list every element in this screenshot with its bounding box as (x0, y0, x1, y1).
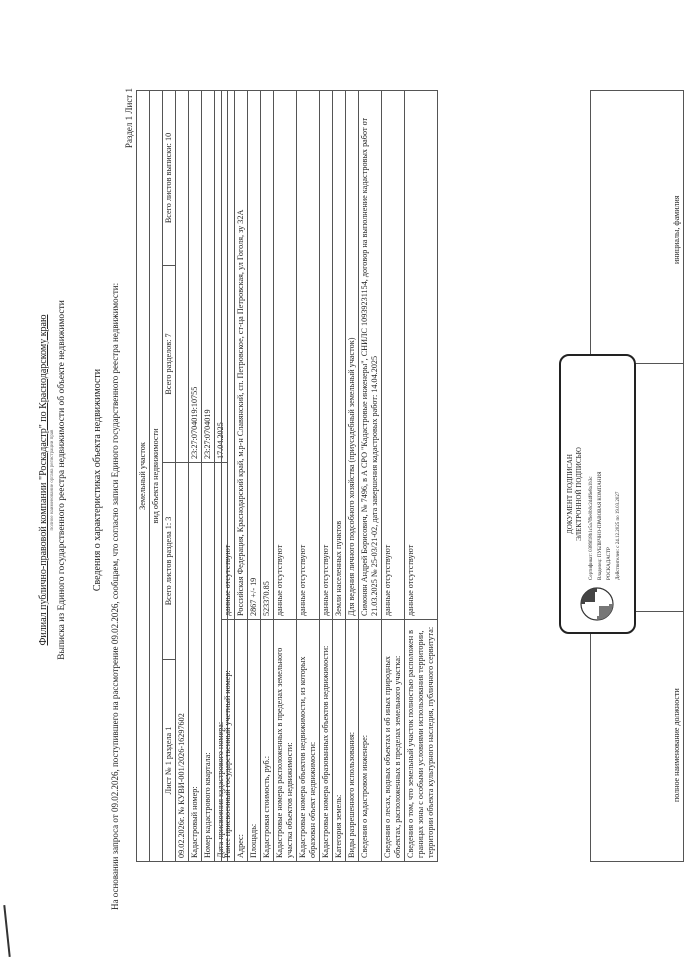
row-label: Сведения о лесах, водных объектах и об иных природных объектах, расположенных в пределах земельного участка: (382, 620, 405, 862)
object-type: Земельный участок (138, 442, 147, 510)
stamp-validity: Действителен: с 24.12.2025 по 19.03.2027 (616, 491, 621, 580)
row-label: Сведения о кадастровом инженере: (359, 620, 382, 862)
section-label: Раздел 1 Лист 1 (124, 88, 134, 149)
cad-number-label: Кадастровый номер: (189, 463, 202, 862)
document-subtitle: Сведения о характеристиках объекта недвижимости (92, 368, 103, 592)
row-value: данные отсутствуют (405, 91, 438, 620)
cad-number-value: 23:27:0704019:10755 (189, 91, 202, 463)
stamp-line-1: ДОКУМЕНТ ПОДПИСАН (566, 454, 574, 534)
organization-title: Филиал публично-правовой компании "Роскадастр" по Краснодарскому краю (38, 314, 49, 646)
table-row (405, 91, 438, 862)
table-row (346, 91, 359, 862)
table-row (222, 91, 235, 862)
table-row (359, 91, 382, 862)
row-value: данные отсутствуют (320, 91, 333, 620)
row-value: 523370.85 (261, 91, 274, 620)
row-value: данные отсутствуют (297, 91, 320, 620)
sheets-total: Всего листов выписки: 10 (163, 91, 176, 266)
characteristics-table (221, 90, 438, 862)
row-label: Виды разрешенного использования: (346, 620, 359, 862)
stamp-owner-2: РОСКАДАСТР (607, 547, 612, 580)
row-value: данные отсутствуют (274, 91, 297, 620)
row-label: Адрес: (235, 620, 248, 862)
table-row (320, 91, 333, 862)
stamp-owner: Владелец: ПУБЛИЧНО-ПРАВОВАЯ КОМПАНИЯ (598, 471, 603, 580)
table-row (333, 91, 346, 862)
table-row (274, 91, 297, 862)
row-label: Кадастровая стоимость, руб.: (261, 620, 274, 862)
row-label: Ранее присвоенный государственный учетный номер: (222, 620, 235, 862)
position-caption: полное наименование должности (672, 688, 681, 802)
row-label: Кадастровые номера расположенных в пределах земельного участка объектов недвижимости: (274, 620, 297, 862)
sheet-number: Лист № 1 раздела 1 (163, 660, 176, 862)
table-row (235, 91, 248, 862)
table-row (248, 91, 261, 862)
request-intro: На основании запроса от 09.02.2026, поступившего на рассмотрение 09.02.2026, сообщаем, что согласно записи Единого государственного реестра недвижимости: (110, 282, 120, 910)
row-label: Площадь: (248, 620, 261, 862)
table-row (382, 91, 405, 862)
table-row (261, 91, 274, 862)
assign-date-value: 17.04.2025 (215, 91, 228, 463)
sheets-in-section: Всего листов раздела 1: 3 (163, 463, 176, 660)
electronic-signature-stamp (559, 354, 636, 634)
quarter-value: 23:27:0704019 (202, 91, 215, 463)
assign-date-label: Дата присвоения кадастрового номера: (215, 463, 228, 862)
stamp-line-2: ЭЛЕКТРОННОЙ ПОДПИСЬЮ (575, 447, 583, 541)
document-title: Выписка из Единого государственного реестра недвижимости об объекте недвижимости (57, 300, 67, 660)
row-value: Для ведения личного подсобного хозяйства (приусадебный земельный участок) (346, 91, 359, 620)
row-value: Земли населенных пунктов (333, 91, 346, 620)
initials-caption: инициалы, фамилия (672, 195, 681, 264)
object-type-cell (137, 91, 163, 862)
row-value: данные отсутствуют (382, 91, 405, 620)
quarter-label: Номер кадастрового квартала: (202, 463, 215, 862)
row-label: Сведения о том, что земельный участок полностью расположен в границах зоны с особыми условиями использования территории, территории объекта культурного наследия, публичного сервитута: (405, 620, 438, 862)
row-label: Кадастровые номера образованных объектов недвижимости: (320, 620, 333, 862)
sections-total: Всего разделов: 7 (163, 266, 176, 463)
organization-caption: полное наименование органа регистрации прав (50, 429, 55, 531)
row-value: Российская Федерация, Краснодарский край, м.р-н Славянский, сп. Петровское, ст-ца Петровская, ул Гоголя, зу 32А (235, 91, 248, 620)
object-type-caption: вид объекта недвижимости (149, 91, 161, 861)
rosreestr-logo-icon (579, 586, 615, 622)
row-label: Категория земель: (333, 620, 346, 862)
row-value: 2867 +/- 19 (248, 91, 261, 620)
row-label: Кадастровые номера объектов недвижимости, из которых образован объект недвижимости: (297, 620, 320, 862)
summary-table (136, 90, 228, 862)
date-number: 09.02.2026г. № КУВИ-001/2026-16297602 (176, 463, 189, 862)
row-value: данные отсутствуют (222, 91, 235, 620)
table-row (297, 91, 320, 862)
row-value: Симонян Андрей Борисович, № 7496, в А СРО "Кадастровые инженеры", СНИЛС 10939231154, договор на выполнение кадастровых работ от 21.03.2025 № 25-03/21-02, дата завершения кадастровых работ: 14.04.2025 (359, 91, 382, 620)
stamp-certificate: Сертификат: 0389f18b1c5a7f9e0b0c2d4f6e8a1b3c (589, 476, 594, 580)
